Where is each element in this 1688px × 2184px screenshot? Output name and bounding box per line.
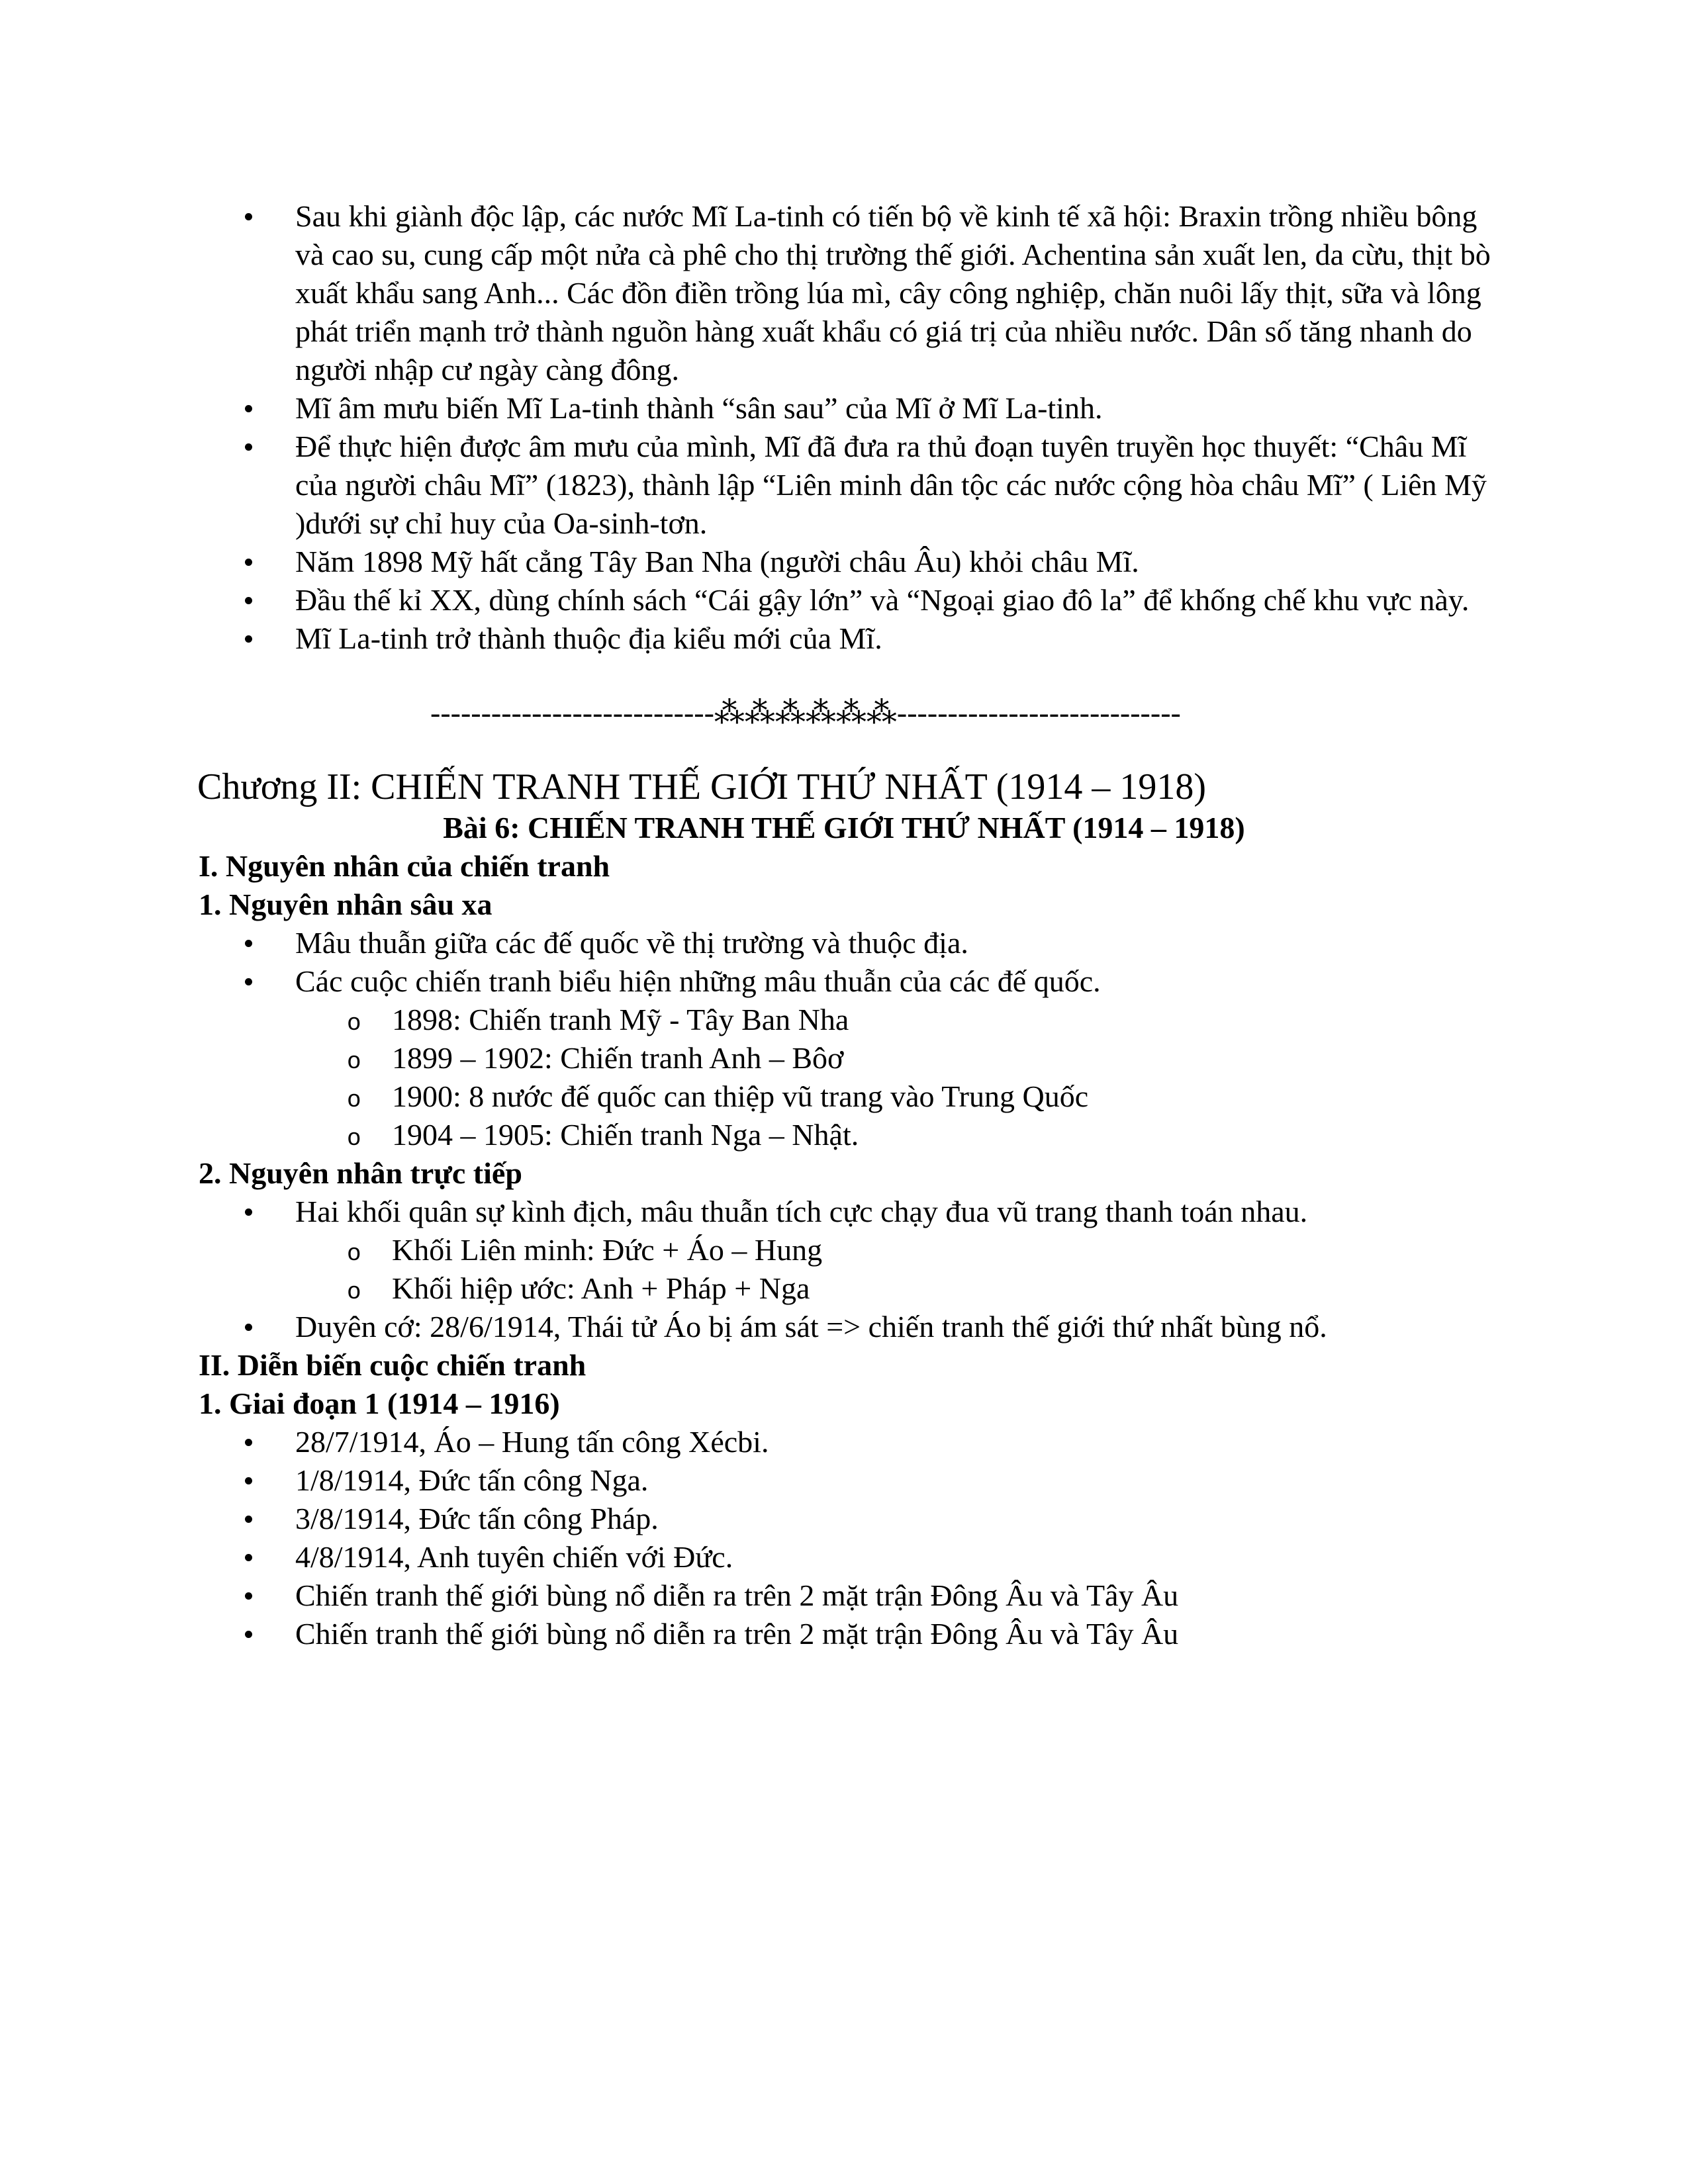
wars-sublist bbox=[295, 1001, 1088, 1154]
subsection-heading-deep-causes: 1. Nguyên nhân sâu xa bbox=[199, 887, 492, 921]
list-item: 3/8/1914, Đức tấn công Pháp. bbox=[199, 1500, 1509, 1538]
list-item: Mâu thuẫn giữa các đế quốc về thị trường và thuộc địa. bbox=[199, 924, 1509, 962]
direct-causes-list bbox=[199, 1193, 1509, 1231]
list-item: Chiến tranh thế giới bùng nổ diễn ra trên 2 mặt trận Đông Âu và Tây Âu bbox=[199, 1576, 1509, 1615]
pretext-list bbox=[199, 1308, 1509, 1346]
list-item: Duyên cớ: 28/6/1914, Thái tử Áo bị ám sát => chiến tranh thế giới thứ nhất bùng nổ. bbox=[199, 1308, 1509, 1346]
subsection-heading-phase-1: 1. Giai đoạn 1 (1914 – 1916) bbox=[199, 1387, 560, 1420]
list-item: o Khối Liên minh: Đức + Áo – Hung bbox=[295, 1231, 822, 1269]
section-separator: ----------------------------⁂⁂⁂⁂⁂⁂---------------------------- bbox=[430, 696, 1181, 729]
list-item: Mĩ âm mưu biến Mĩ La-tinh thành “sân sau” của Mĩ ở Mĩ La-tinh. bbox=[199, 389, 1509, 428]
list-item: Đầu thế kỉ XX, dùng chính sách “Cái gậy lớn” và “Ngoại giao đô la” để khống chế khu vực này. bbox=[199, 581, 1509, 619]
list-item: 4/8/1914, Anh tuyên chiến với Đức. bbox=[199, 1538, 1509, 1576]
section-heading-causes: I. Nguyên nhân của chiến tranh bbox=[199, 849, 610, 883]
list-item: o 1899 – 1902: Chiến tranh Anh – Bôơ bbox=[295, 1039, 1088, 1077]
list-item: 28/7/1914, Áo – Hung tấn công Xécbi. bbox=[199, 1423, 1509, 1461]
phase-1-events-list bbox=[199, 1423, 1509, 1653]
list-item: o 1904 – 1905: Chiến tranh Nga – Nhật. bbox=[295, 1116, 1088, 1154]
list-item: o 1900: 8 nước đế quốc can thiệp vũ trang vào Trung Quốc bbox=[295, 1077, 1088, 1116]
section-heading-course-of-war: II. Diễn biến cuộc chiến tranh bbox=[199, 1348, 586, 1382]
lesson-title: Bài 6: CHIẾN TRANH THẾ GIỚI THỨ NHẤT (1914 – 1918) bbox=[443, 811, 1245, 844]
list-item: o 1898: Chiến tranh Mỹ - Tây Ban Nha bbox=[295, 1001, 1088, 1039]
list-item: Sau khi giành độc lập, các nước Mĩ La-tinh có tiến bộ về kinh tế xã hội: Braxin trồng nhiều bông và cao su, cung cấp một nửa cà phê cho thị trường thế giới. Achentina sản xuất len, da cừu, thịt bò xuất khẩu sang Anh... Các đồn điền trồng lúa mì, cây công nghiệp, chăn nuôi lấy thịt, sữa và lông phát triển mạnh trở thành nguồn hàng xuất khẩu có giá trị của nhiều nước. Dân số tăng nhanh do người nhập cư ngày càng đông. bbox=[199, 197, 1509, 389]
list-item: Chiến tranh thế giới bùng nổ diễn ra trên 2 mặt trận Đông Âu và Tây Âu bbox=[199, 1615, 1509, 1653]
intro-bullet-list bbox=[199, 197, 1509, 658]
list-item: Hai khối quân sự kình địch, mâu thuẫn tích cực chạy đua vũ trang thanh toán nhau. bbox=[199, 1193, 1509, 1231]
subsection-heading-direct-causes: 2. Nguyên nhân trực tiếp bbox=[199, 1156, 522, 1190]
list-item: 1/8/1914, Đức tấn công Nga. bbox=[199, 1461, 1509, 1500]
chapter-title: Chương II: CHIẾN TRANH THẾ GIỚI THỨ NHẤT (1914 – 1918) bbox=[197, 766, 1207, 807]
list-item: Mĩ La-tinh trở thành thuộc địa kiểu mới của Mĩ. bbox=[199, 619, 1509, 658]
list-item: Các cuộc chiến tranh biểu hiện những mâu thuẫn của các đế quốc. bbox=[199, 962, 1509, 1001]
list-item: Để thực hiện được âm mưu của mình, Mĩ đã đưa ra thủ đoạn tuyên truyền học thuyết: “Châu Mĩ của người châu Mĩ” (1823), thành lập “Liên minh dân tộc các nước cộng hòa châu Mĩ” ( Liên Mỹ )dưới sự chỉ huy của Oa-sinh-tơn. bbox=[199, 428, 1509, 543]
list-item: o Khối hiệp ước: Anh + Pháp + Nga bbox=[295, 1269, 822, 1308]
blocs-sublist bbox=[295, 1231, 822, 1308]
deep-causes-list bbox=[199, 924, 1509, 1001]
list-item: Năm 1898 Mỹ hất cẳng Tây Ban Nha (người châu Âu) khỏi châu Mĩ. bbox=[199, 543, 1509, 581]
